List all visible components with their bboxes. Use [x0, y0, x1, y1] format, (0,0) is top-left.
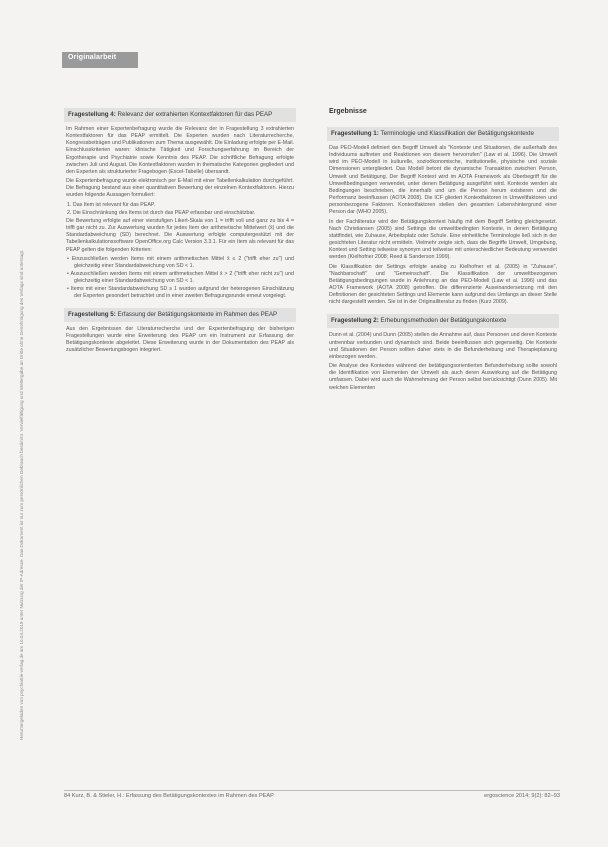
list-item: • Einzuschließen werden Items mit einem arithmetischen Mittel x̄ ≤ 2 ("trifft eher zu") und gleichzeitig einer Standardabweichung von SD < 1. — [67, 255, 294, 269]
section-title-number: Fragestellung 5: — [68, 310, 116, 318]
section-heading-box — [327, 314, 559, 328]
paragraph: Im Rahmen einer Expertenbefragung wurde die Relevanz der in Fragestellung 3 extrahierten Kontextfaktoren für das PEAP ermittelt. Die Experten wurden nach Literaturrecherche, Kongressbeiträgen und Publikationen zum Thema ausgewählt. Die Einladung erfolgte per E-Mail. Einschlusskriterien waren: klinische Tätigkeit und Forschungserfahrung im Bereich der Ergotherapie und Psychiatrie sowie Kenntnis des PEAP. Die schriftliche Befragung erfolgte zwischen Juli und August. Die Kontextfaktoren wurden in thematische Kategorien gegliedert und den Experten als strukturierter Fragebogen (Excel-Tabelle) übersandt. — [66, 126, 294, 175]
section-heading-box — [327, 127, 559, 141]
paragraph: Die Expertenbefragung wurde elektronisch per E-Mail mit einer Tabellenkalkulation durchgeführt. Die Befragung bestand aus einer quantitativen Bewertung der einzelnen Kontextfaktoren. Hierzu wurden folgende Aussagen formuliert: — [66, 178, 294, 199]
paragraph: In der Fachliteratur wird der Betätigungskontext häufig mit dem Begriff Setting gleichgesetzt. Nach Christiansen (2005) sind Settings die umweltbedingten Kontexte, in denen Betätigung stattfindet, wie Zuhause, Arbeitsplatz oder Schule. Eine einheitliche Terminologie ließ sich in der gesichteten Literatur nicht ermitteln. Vielmehr zeigte sich, dass die Begriffe Umwelt, Umgebung, Kontext und Setting teilweise synonym und teilweise mit unterschiedlicher Bedeutung verwendet werden (Kielhofner 2008; Reed & Sanderson 1999). — [329, 218, 557, 261]
footer-journal: ergoscience 2014; 9(2): 82–93 — [484, 793, 560, 799]
footer-rule — [64, 790, 560, 791]
section-title — [331, 317, 555, 325]
section-title — [68, 311, 292, 319]
paragraph: Die Klassifikation der Settings erfolgte analog zu Kielhofner et al. (2005) in "Zuhause", "Nachbarschaft" und "Gemeinschaft". Die Klassifikation der umweltbezogenen Betätigungsbedingungen wurde in Anlehnung an das PEO-Modell (Law et al. 1996) und das AOTA Framework (AOTA 2008) getroffen. Die differenzierte Auseinandersetzung mit den Definitionen der gesichteten Settings und Elemente kann aufgrund des Umfangs an dieser Stelle nicht dargestellt werden. Sie ist in der Originalliteratur zu finden (Kurz 2009). — [329, 263, 557, 306]
section-heading-box — [64, 108, 296, 122]
section-title — [68, 111, 292, 119]
section-title-text: Terminologie und Klassifikation der Betätigungskontexte — [380, 130, 534, 137]
side-margin-notice — [18, 80, 32, 740]
list-item: 1. Das Item ist relevant für das PEAP. — [67, 201, 156, 208]
list-item: • Auszuschließen werden Items mit einem arithmetischen Mittel x̄ > 2 ("trifft eher nicht zu") und gleichzeitig einer Standardabweichung von SD < 1. — [67, 270, 294, 285]
section-title — [331, 130, 555, 138]
side-notice-text: Heruntergeladen von psychiatrie-verlag.de am 10.04.2019 unter Nutzung der IP-Adresse. Das Dokument ist nur zum persönlichen Gebrauch bestimmt. Vervielfältigung und Weitergabe an Dritte ohne Genehmigung des Verlags sind untersagt. — [19, 249, 24, 740]
list-item: 2. Die Einschränkung des Items ist durch das PEAP erfassbar und einschätzbar. — [67, 209, 256, 216]
paragraph: Das PEO-Modell definiert den Begriff Umwelt als "Kontexte und Situationen, die außerhalb des Individuums auftreten und Reaktionen von diesem hervorrufen" (Law et al. 1996). Die Umwelt wird im PEO-Modell in kulturelle, sozioökonomische, institutionelle, physische und soziale Dimensionen untergliedert. Das Modell betont die dynamische Transaktion zwischen Person, Umwelt und Betätigung. Der Begriff Kontext wird im AOTA Framework als Oberbegriff für die Umweltbedingungen verwendet, unter denen Betätigung ausgeführt wird. Kontexte werden als Bedingungen beschrieben, die innerhalb und um die Person herum existieren und die Performanz beeinflussen (AOTA 2008). Die ICF gliedert Kontextfaktoren in Umweltfaktoren und personbezogene Faktoren. Kontextfaktoren stellen den gesamten Lebenshintergrund einer Person dar (WHO 2005). — [329, 145, 557, 216]
paragraph: Dunn et al. (2004) und Dunn (2005) stellen die Annahme auf, dass Personen und deren Kontexte untrennbar verbunden und dynamisch sind. Beide beeinflussen sich gegenseitig. Die Kontexte und Situationen der Person sollten daher stets in die Befunderhebung und Therapieplanung einbezogen werden. — [329, 332, 557, 360]
section-title-text: Erfassung der Betätigungskontexte im Rahmen des PEAP — [117, 310, 278, 318]
list-item: • Items mit einer Standardabweichung SD ≥ 1 wurden aufgrund der heterogenen Einschätzung der Experten gesondert betrachtet und in einer zweiten Befragungsrunde erneut vorgelegt. — [67, 286, 294, 300]
section-title-text: Erhebungsmethoden der Betätigungskontexte — [380, 317, 507, 325]
footer-citation: 84 Kurz, B. & Stieler, H.: Erfassung des Betätigungskontextes im Rahmen des PEAP — [64, 793, 274, 799]
right-column — [327, 108, 559, 394]
section-title-text: Relevanz der extrahierten Kontextfaktoren für das PEAP — [117, 111, 273, 118]
section-title-number: Fragestellung 4: — [68, 111, 116, 118]
header-tag — [62, 52, 138, 68]
paragraph: Die Bewertung erfolgte auf einer vierstufigen Likert-Skala von 1 = trifft voll und ganz zu bis 4 = trifft gar nicht zu. Zur Auswertung wurden für jedes Item der arithmetische Mittelwert (x̄) und die Standardabweichung (SD) berechnet. Die Auswertung erfolgte computergestützt mit der Tabellenkalkulationssoftware OpenOffice.org Calc Version 3.3.1. Für ein Item als relevant für das PEAP gelten die folgenden Kriterien: — [66, 217, 294, 253]
section-title-number: Fragestellung 1: — [331, 130, 379, 137]
header-tag-label: Originalarbeit — [68, 54, 117, 61]
section-heading-box — [64, 308, 296, 322]
section-title-number: Fragestellung 2: — [331, 317, 379, 325]
left-column — [64, 108, 296, 356]
paragraph: Die Analyse des Kontextes während der betätigungsorientierten Befunderhebung sollte sowohl die Identifikation von Elementen der Umwelt als auch deren Auswirkung auf die Betätigung umfassen. Dabei wird auch die Wahrnehmung der Person selbst berücksichtigt (Dunn 2005). Mit welchen Elementen — [329, 363, 557, 391]
paragraph: Aus den Ergebnissen der Literaturrecherche und der Expertenbefragung der bisherigen Fragestellungen wurde eine Erweiterung des PEAP um ein Instrument zur Erfassung der Betätigungskontexte abgeleitet. Diese Erweiterung wurde in der Dokumentation des PEAP als zusätzlicher Bewertungsbogen integriert. — [66, 325, 294, 354]
results-heading: Ergebnisse — [329, 108, 367, 115]
